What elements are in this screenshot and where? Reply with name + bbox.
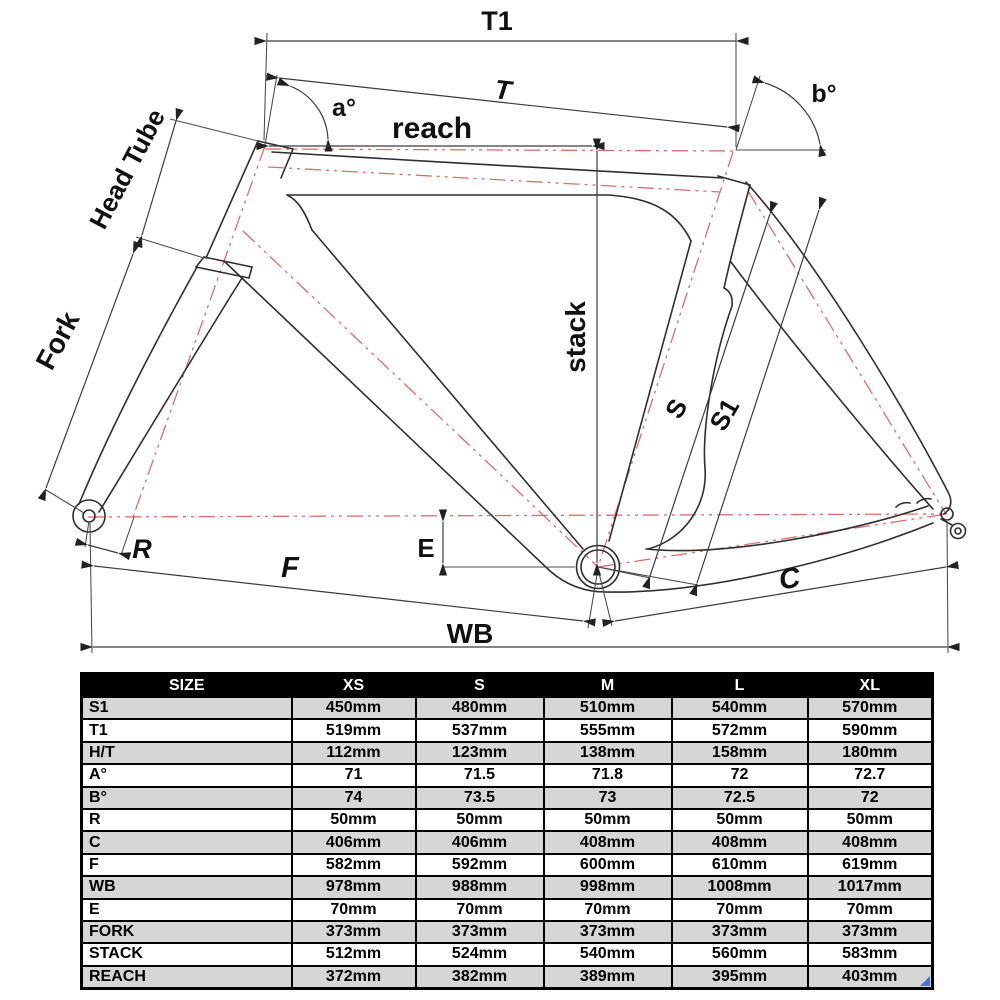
table-row <box>82 764 933 786</box>
value-cell: 72.5 <box>672 787 808 809</box>
extension-lines <box>46 33 948 653</box>
row-label: WB <box>82 876 292 898</box>
value-cell: 71.8 <box>544 764 672 786</box>
value-cell: 600mm <box>544 854 672 876</box>
value-cell: 480mm <box>416 697 544 719</box>
label-stack: stack <box>560 301 591 373</box>
table-row <box>82 831 933 853</box>
value-cell: 395mm <box>672 966 808 989</box>
label-s: S <box>658 393 694 424</box>
value-cell: 406mm <box>292 831 416 853</box>
front-dropout-lug <box>73 500 105 532</box>
derailleur-hanger <box>951 524 966 539</box>
geometry-table <box>80 672 934 990</box>
row-label: FORK <box>82 921 292 943</box>
table-row <box>82 787 933 809</box>
value-cell: 582mm <box>292 854 416 876</box>
value-cell: 555mm <box>544 719 672 741</box>
table-row <box>82 719 933 741</box>
label-c: C <box>776 561 803 597</box>
value-cell: 540mm <box>544 943 672 965</box>
value-cell: 72.7 <box>808 764 933 786</box>
front-dropout <box>83 510 95 522</box>
table-header-row <box>82 674 933 698</box>
value-cell: 382mm <box>416 966 544 989</box>
chain-stay <box>646 506 928 551</box>
label-s1: S1 <box>703 393 746 436</box>
value-cell: 50mm <box>544 809 672 831</box>
label-f: F <box>281 552 299 584</box>
value-cell: 50mm <box>672 809 808 831</box>
table-row <box>82 697 933 719</box>
value-cell: 70mm <box>292 899 416 921</box>
value-cell: 570mm <box>808 697 933 719</box>
table-row <box>82 921 933 943</box>
value-cell: 123mm <box>416 742 544 764</box>
value-cell: 408mm <box>544 831 672 853</box>
value-cell: 50mm <box>416 809 544 831</box>
row-label: H/T <box>82 742 292 764</box>
value-cell: 70mm <box>544 899 672 921</box>
col-header-xs: XS <box>292 674 416 698</box>
top-tube <box>272 152 723 178</box>
dim-fork <box>46 254 133 488</box>
value-cell: 73 <box>544 787 672 809</box>
value-cell: 373mm <box>672 921 808 943</box>
value-cell: 592mm <box>416 854 544 876</box>
value-cell: 560mm <box>672 943 808 965</box>
value-cell: 112mm <box>292 742 416 764</box>
col-header-s: S <box>416 674 544 698</box>
table-row <box>82 966 933 989</box>
fork-blade <box>79 267 197 504</box>
value-cell: 74 <box>292 787 416 809</box>
head-tube <box>258 141 293 149</box>
label-t1: T1 <box>481 6 513 36</box>
value-cell: 158mm <box>672 742 808 764</box>
table-row <box>82 854 933 876</box>
value-cell: 619mm <box>808 854 933 876</box>
value-cell: 72 <box>808 787 933 809</box>
value-cell: 71 <box>292 764 416 786</box>
dimension-lines <box>46 41 947 647</box>
value-cell: 519mm <box>292 719 416 741</box>
value-cell: 998mm <box>544 876 672 898</box>
label-e: E <box>417 533 435 563</box>
value-cell: 510mm <box>544 697 672 719</box>
row-label: B° <box>82 787 292 809</box>
value-cell: 70mm <box>416 899 544 921</box>
value-cell: 583mm <box>808 943 933 965</box>
row-label: C <box>82 831 292 853</box>
row-label: STACK <box>82 943 292 965</box>
col-header-size: SIZE <box>82 674 292 698</box>
row-label: E <box>82 899 292 921</box>
value-cell: 71.5 <box>416 764 544 786</box>
row-label: A° <box>82 764 292 786</box>
value-cell: 524mm <box>416 943 544 965</box>
col-header-xl: XL <box>808 674 933 698</box>
label-angle-b: b° <box>811 80 837 108</box>
label-fork: Fork <box>29 306 86 375</box>
value-cell: 1017mm <box>808 876 933 898</box>
dim-seat-tube-s1 <box>697 210 819 583</box>
table-row <box>82 876 933 898</box>
value-cell: 373mm <box>292 921 416 943</box>
value-cell: 50mm <box>292 809 416 831</box>
value-cell: 70mm <box>672 899 808 921</box>
value-cell: 373mm <box>544 921 672 943</box>
bike-frame-outline <box>73 141 966 592</box>
value-cell: 590mm <box>808 719 933 741</box>
table-row <box>82 742 933 764</box>
label-reach: reach <box>391 112 473 145</box>
value-cell: 512mm <box>292 943 416 965</box>
centerlines <box>88 146 947 567</box>
row-label: F <box>82 854 292 876</box>
label-head-tube: Head Tube <box>83 103 172 234</box>
label-t: T <box>493 74 513 106</box>
label-wb: WB <box>446 618 494 649</box>
value-cell: 978mm <box>292 876 416 898</box>
value-cell: 373mm <box>808 921 933 943</box>
seat-stay <box>746 182 951 514</box>
col-header-l: L <box>672 674 808 698</box>
table-corner-selection-artifact <box>920 976 930 986</box>
value-cell: 50mm <box>808 809 933 831</box>
row-label: S1 <box>82 697 292 719</box>
seat-tube <box>609 241 691 541</box>
row-label: T1 <box>82 719 292 741</box>
row-label: R <box>82 809 292 831</box>
value-cell: 372mm <box>292 966 416 989</box>
value-cell: 408mm <box>672 831 808 853</box>
value-cell: 389mm <box>544 966 672 989</box>
value-cell: 988mm <box>416 876 544 898</box>
table-row <box>82 943 933 965</box>
value-cell: 610mm <box>672 854 808 876</box>
dim-front-center-f <box>94 566 583 621</box>
value-cell: 572mm <box>672 719 808 741</box>
value-cell: 1008mm <box>672 876 808 898</box>
value-cell: 450mm <box>292 697 416 719</box>
value-cell: 537mm <box>416 719 544 741</box>
value-cell: 540mm <box>672 697 808 719</box>
dim-rake-r <box>88 545 118 553</box>
table-row <box>82 809 933 831</box>
value-cell: 408mm <box>808 831 933 853</box>
row-label: REACH <box>82 966 292 989</box>
label-r: R <box>132 534 152 564</box>
col-header-m: M <box>544 674 672 698</box>
value-cell: 72 <box>672 764 808 786</box>
value-cell: 373mm <box>416 921 544 943</box>
value-cell: 138mm <box>544 742 672 764</box>
dim-angle-a <box>290 86 328 139</box>
value-cell: 70mm <box>808 899 933 921</box>
value-cell: 403mm <box>808 966 933 989</box>
table-row <box>82 899 933 921</box>
label-angle-a: a° <box>332 94 356 122</box>
value-cell: 180mm <box>808 742 933 764</box>
down-tube <box>312 230 583 549</box>
value-cell: 73.5 <box>416 787 544 809</box>
value-cell: 406mm <box>416 831 544 853</box>
